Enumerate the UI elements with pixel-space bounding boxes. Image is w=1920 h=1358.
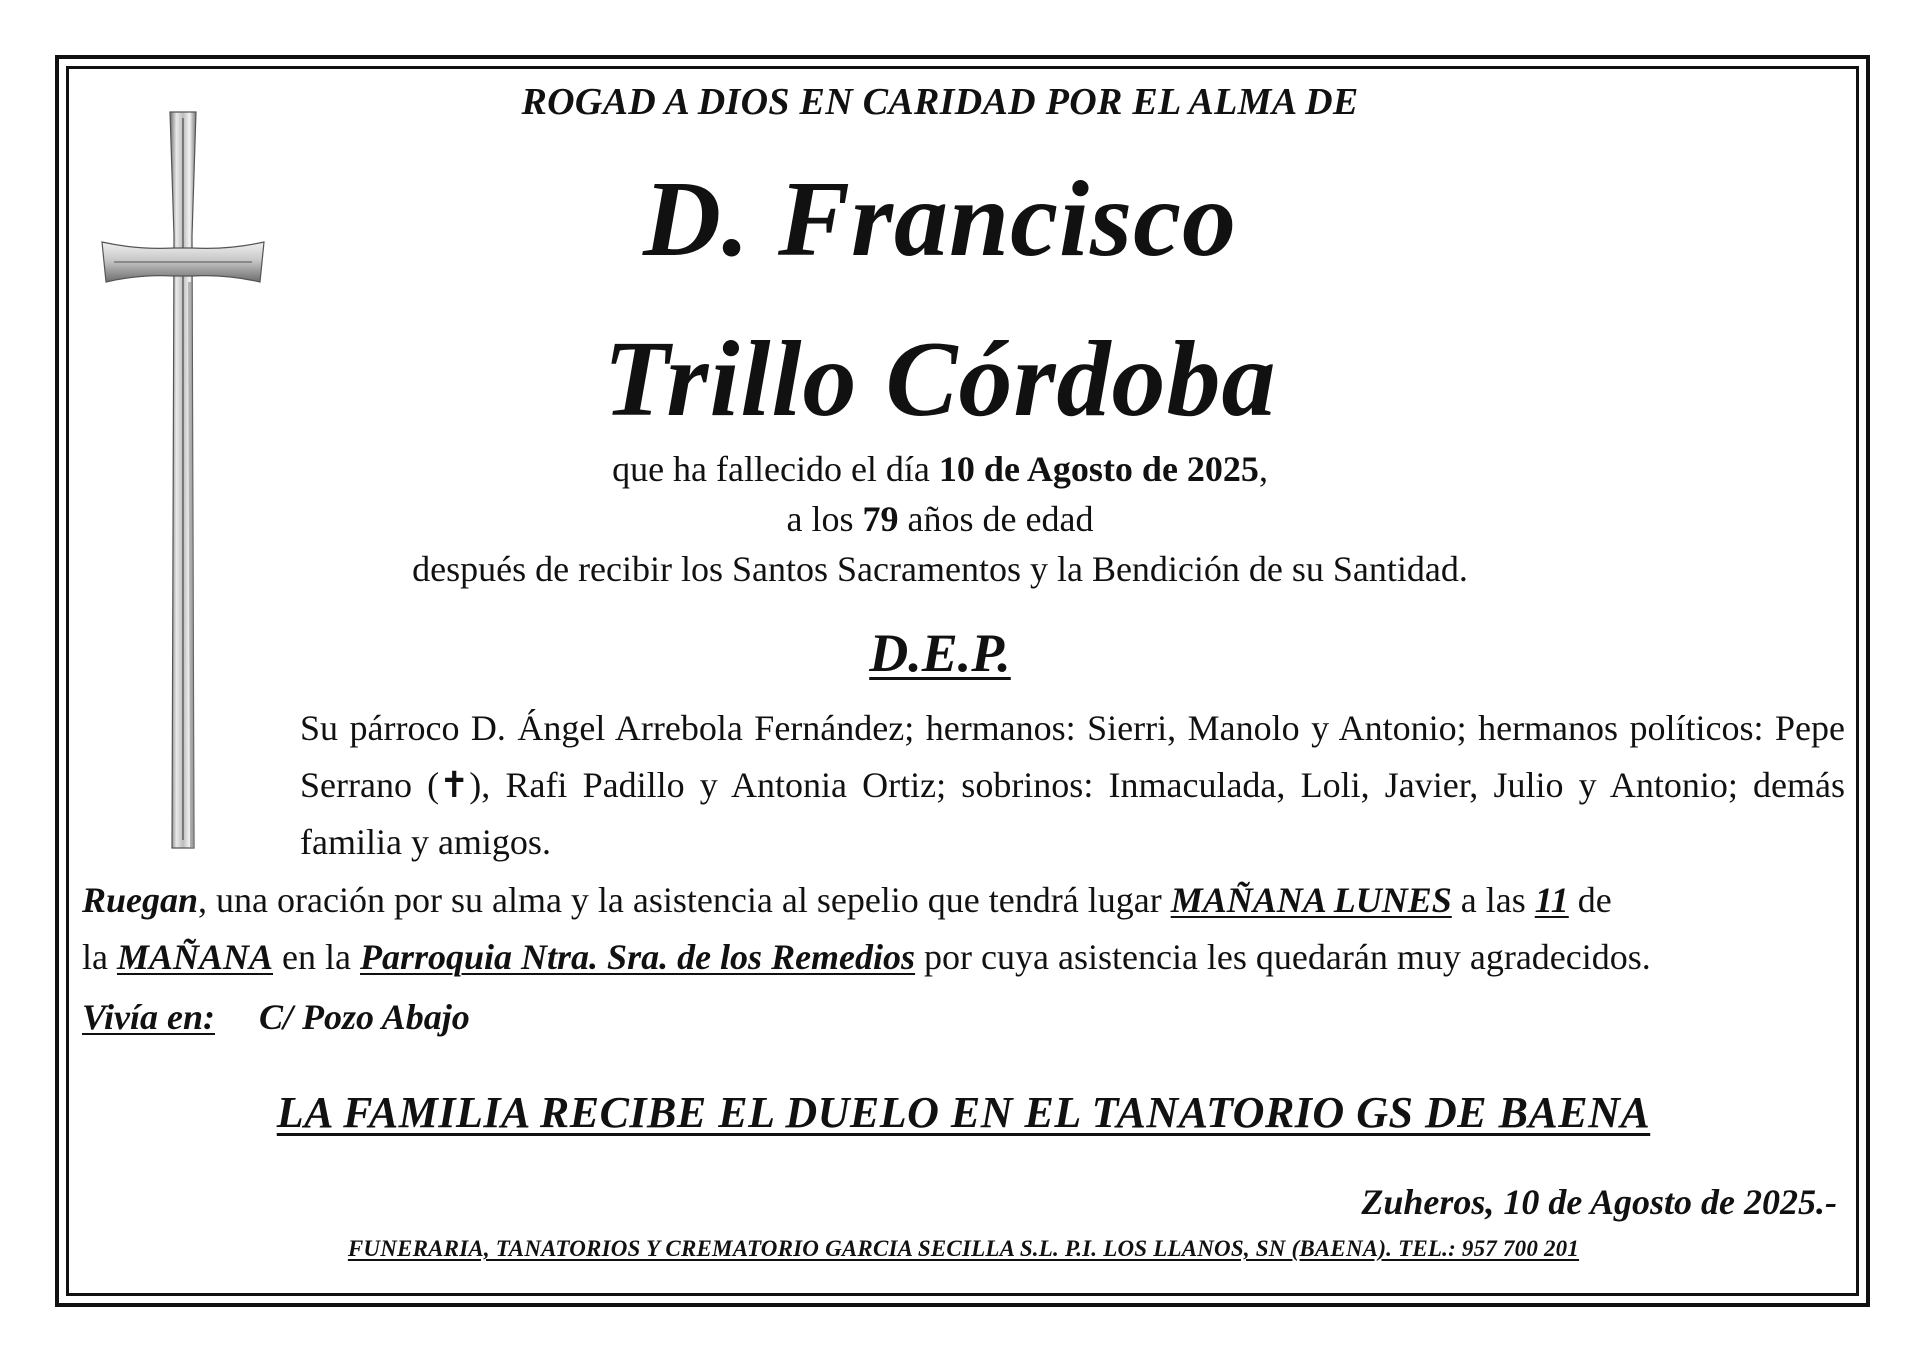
age-value: 79 <box>862 499 899 539</box>
burial-place: Parroquia Ntra. Sra. de los Remedios <box>360 937 916 977</box>
age-line <box>300 498 1580 540</box>
request-text5: en la <box>273 937 360 977</box>
ruegan-label: Ruegan <box>82 880 199 920</box>
burial-hour: 11 <box>1534 880 1569 920</box>
request-text6: por cuya asistencia les quedarán muy agradecidos. <box>915 937 1651 977</box>
deceased-name-line1: D. Francisco <box>642 160 1238 279</box>
death-date: 10 de Agosto de 2025 <box>938 449 1259 489</box>
burial-period: MAÑANA <box>116 937 274 977</box>
age-suffix: años de edad <box>898 499 1094 539</box>
residence-address: C/ Pozo Abajo <box>259 997 470 1037</box>
deceased-name-line2: Trillo Córdoba <box>603 320 1277 439</box>
death-prefix: que ha fallecido el día <box>612 449 939 489</box>
prayer-heading: ROGAD A DIOS EN CARIDAD POR EL ALMA DE <box>521 81 1359 123</box>
funeral-home-footer: FUNERARIA, TANATORIOS Y CREMATORIO GARCIA SECILLA S.L. P.I. LOS LLANOS, SN (BAENA). TEL.: 957 700 201 <box>347 1236 1580 1261</box>
residence-label: Vivía en: <box>82 997 215 1037</box>
condolences-notice: LA FAMILIA RECIBE EL DUELO EN EL TANATORIO GS DE BAENA <box>276 1088 1651 1137</box>
death-suffix: , <box>1258 449 1268 489</box>
request-text4: la <box>82 937 117 977</box>
burial-day: MAÑANA LUNES <box>1170 880 1452 920</box>
dep-heading: D.E.P. <box>869 623 1011 683</box>
sacraments-line: después de recibir los Santos Sacramentos y la Bendición de su Santidad. <box>412 549 1468 589</box>
request-text3: de <box>1568 880 1612 920</box>
cross-icon <box>98 108 268 853</box>
request-text1: , una oración por su alma y la asistencia al sepelio que tendrá lugar <box>198 880 1171 920</box>
residence-line <box>82 996 470 1038</box>
death-date-line <box>300 448 1580 490</box>
family-paragraph: Su párroco D. Ángel Arrebola Fernández; hermanos: Sierri, Manolo y Antonio; hermanos políticos: Pepe Serrano (✝), Rafi Padillo y Antonia Ortiz; sobrinos: Inmaculada, Loli, Javier, Julio y Antonio; demás familia y amigos. <box>300 708 1845 862</box>
request-text2: a las <box>1451 880 1535 920</box>
age-prefix: a los <box>786 499 863 539</box>
request-paragraph <box>82 872 1845 986</box>
place-date: Zuheros, 10 de Agosto de 2025.- <box>1361 1182 1837 1222</box>
